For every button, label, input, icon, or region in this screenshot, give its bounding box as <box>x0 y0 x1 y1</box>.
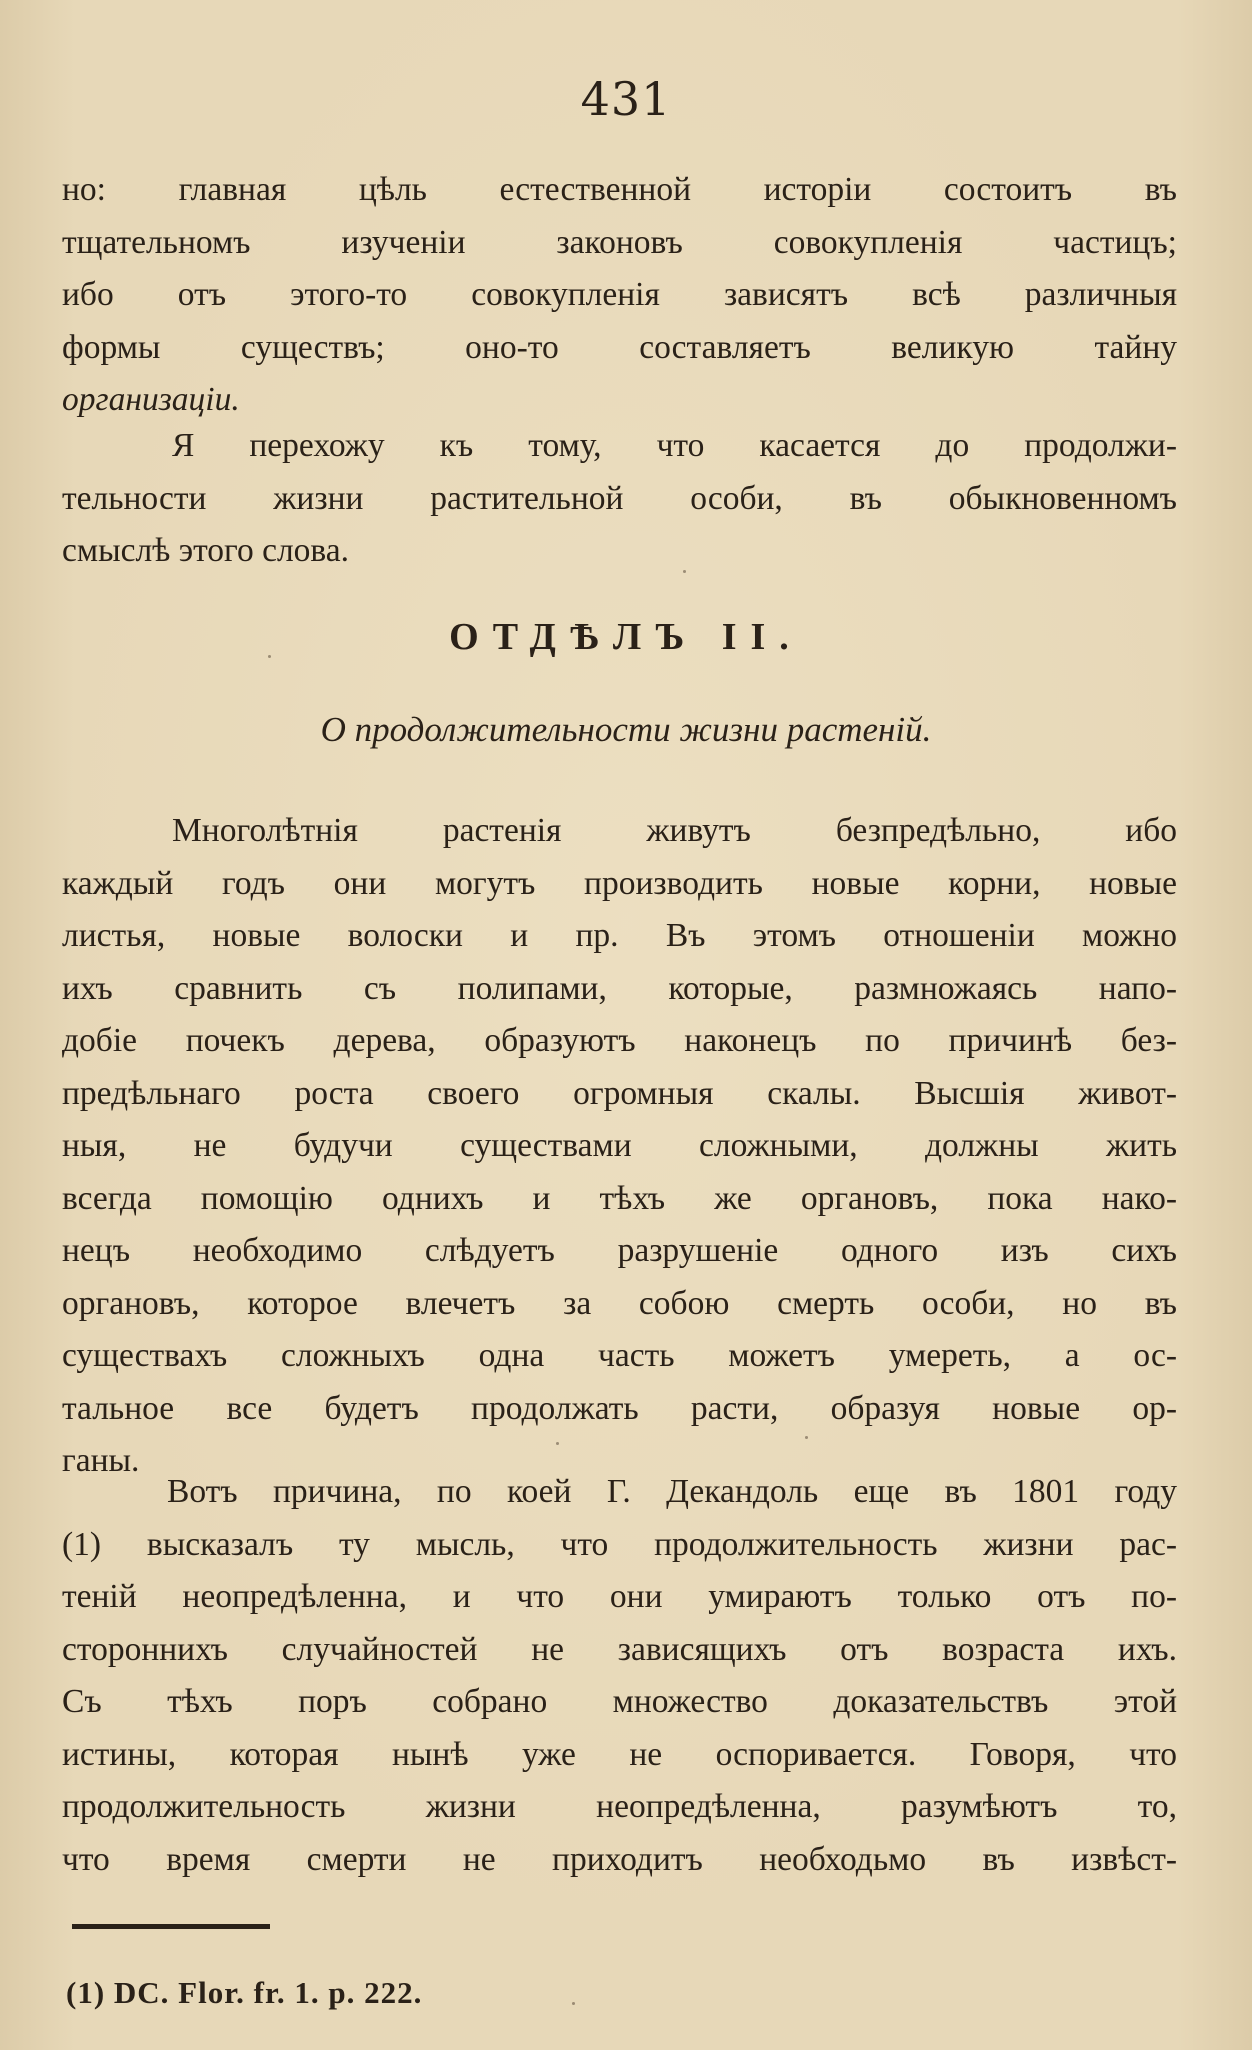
paper-speck <box>268 655 271 658</box>
text-line: нецъ необходимо слѣдуетъ разрушеніе одного изъ сихъ <box>62 1232 1177 1269</box>
text-line: ныя, не будучи существами сложными, должны жить <box>62 1127 1177 1164</box>
paragraph-decandolle <box>62 1466 1177 1886</box>
text-line: ибо отъ этого-то совокупленія зависятъ всѣ различныя <box>62 276 1177 313</box>
text-line: предѣльнаго роста своего огромныя скалы. Высшія живот- <box>62 1074 1177 1112</box>
text-line: тальное все будетъ продолжать расти, образуя новые ор- <box>62 1389 1177 1427</box>
text-line: Вотъ причина, по коей Г. Декандоль еще въ 1801 году <box>167 1473 1177 1510</box>
text-line: теній неопредѣленна, и что они умираютъ только отъ по- <box>62 1578 1177 1615</box>
text-line: формы существъ; оно-то составляетъ великую тайну <box>62 328 1177 366</box>
text-line: Съ тѣхъ поръ собрано множество доказательствъ этой <box>62 1683 1177 1720</box>
text-line: организаціи. <box>62 381 240 418</box>
footnote-divider <box>72 1924 270 1929</box>
text-line: продолжительность жизни неопредѣленна, разумѣютъ то, <box>62 1788 1177 1825</box>
paper-speck <box>683 570 686 573</box>
paragraph-transition <box>62 420 1177 578</box>
paper-speck <box>572 2002 575 2005</box>
text-line: но: главная цѣль естественной исторіи состоитъ въ <box>62 171 1177 208</box>
text-line: тельности жизни растительной особи, въ обыкновенномъ <box>62 479 1177 517</box>
text-line: каждый годъ они могутъ производить новые корни, новые <box>62 864 1177 902</box>
text-line: истины, которая нынѣ уже не оспоривается. Говоря, что <box>62 1735 1177 1773</box>
paper-speck <box>556 1442 559 1445</box>
text-line: смыслѣ этого слова. <box>62 532 350 569</box>
paragraph-continuation <box>62 164 1177 427</box>
text-line: (1) высказалъ ту мысль, что продолжительность жизни рас- <box>62 1525 1177 1563</box>
text-line: всегда помощію однихъ и тѣхъ же органовъ, пока нако- <box>62 1179 1177 1217</box>
text-line: стороннихъ случайностей не зависящихъ отъ возраста ихъ. <box>62 1630 1177 1668</box>
text-line: Я перехожу къ тому, что касается до продолжи- <box>172 427 1177 464</box>
text-line: органовъ, которое влечетъ за собою смерть особи, но въ <box>62 1284 1177 1322</box>
paper-speck <box>805 1436 808 1439</box>
text-line: добіе почекъ дерева, образуютъ наконецъ по причинѣ без- <box>62 1022 1177 1059</box>
text-line: листья, новые волоски и пр. Въ этомъ отношеніи можно <box>62 917 1177 954</box>
text-line: Многолѣтнія растенія живутъ безпредѣльно, ибо <box>172 812 1177 849</box>
page-number: 431 <box>580 72 672 126</box>
section-subtitle: О продолжительности жизни растеній. <box>320 710 932 749</box>
text-line: ихъ сравнить съ полипами, которые, размножаясь напо- <box>62 969 1177 1007</box>
section-heading: ОТДѢЛЪ II. <box>449 616 803 658</box>
text-line: тщательномъ изученіи законовъ совокупленія частицъ; <box>62 223 1177 261</box>
text-line: что время смерти не приходитъ необходьмо въ извѣст- <box>62 1840 1177 1878</box>
paragraph-perennials <box>62 805 1177 1488</box>
text-line: ганы. <box>62 1442 140 1479</box>
text-line: существахъ сложныхъ одна часть можетъ умереть, а ос- <box>62 1337 1177 1374</box>
footnote: (1) DC. Flor. fr. 1. p. 222. <box>66 1975 423 2010</box>
